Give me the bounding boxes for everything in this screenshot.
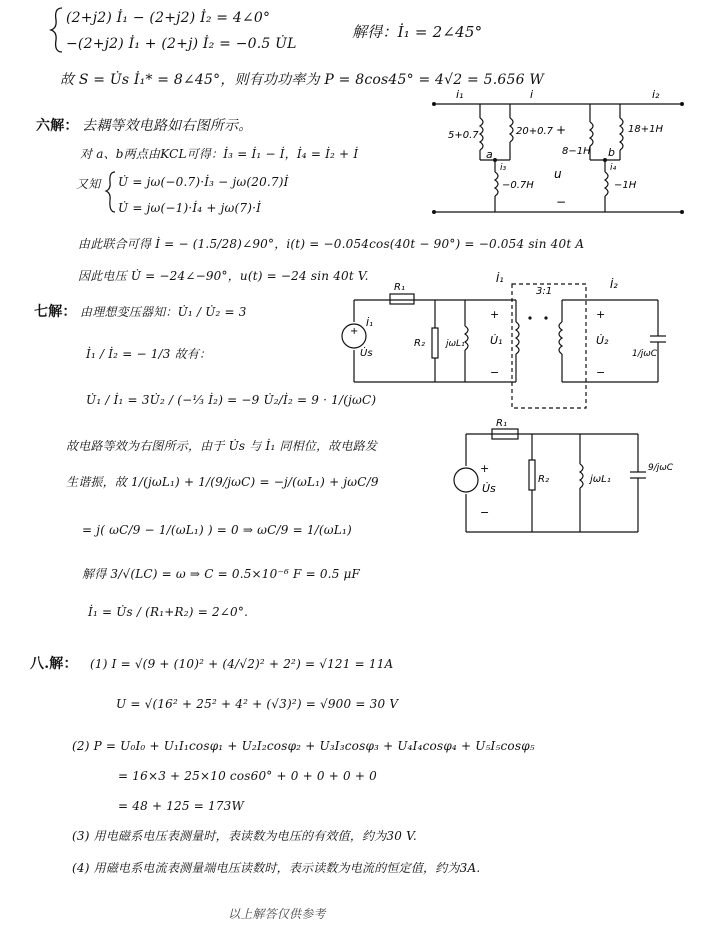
c3-r1-label: R₁ xyxy=(496,418,507,429)
c2-i2-label: İ₂ xyxy=(610,278,618,291)
c2-ratio-label: 3:1 xyxy=(536,286,553,297)
c1-i2-label: i₂ xyxy=(652,88,660,101)
section-6-joint: 由此联合可得 İ = − (1.5/28)∠90°，i(t) = −0.054cos(40t − 90°) = −0.054 sin 40t A xyxy=(78,237,585,251)
section-8-part-3: (3) 用电磁系电压表测量时，表读数为电压的有效值，约为30 V. xyxy=(72,829,417,843)
section-7-ratio: İ₁ / İ₂ = − 1/3 故有： xyxy=(86,347,212,361)
page-footer: 以上解答仅供参考 xyxy=(228,907,326,921)
c2-r2-label: R₂ xyxy=(414,338,425,349)
c3-jwl-label: jωL₁ xyxy=(590,474,611,485)
c3-us-label: U̇s xyxy=(482,482,496,495)
c2-source-plus: + xyxy=(350,326,359,337)
section-7-zero: = j( ωC/9 − 1/(ωL₁) ) = 0 ⇒ ωC/9 = 1/(ωL₁) xyxy=(82,523,352,537)
c2-i1-label: İ₁ xyxy=(366,318,373,329)
c2-u1-label: U̇₁ xyxy=(490,334,503,347)
section-6-kcl: 对 a、b两点由KCL可得：İ₃ = İ₁ − İ，İ₄ = İ₂ + İ xyxy=(80,147,359,161)
equivalent-circuit-diagram xyxy=(452,420,682,540)
section-7-solve: 解得 3/√(LC) = ω ⇒ C = 0.5×10⁻⁶ F = 0.5 μF xyxy=(82,567,361,581)
c1-node-a: a xyxy=(486,148,493,161)
section-6-voltage: 因此电压 U̇ = −24∠−90°，u(t) = −24 sin 40t V. xyxy=(78,269,369,283)
power-line: 故 S = U̇s İ₁* = 8∠45°，则有功功率为 P = 8cos45° = 4√2 = 5.656 W xyxy=(60,72,544,88)
c1-i1-label: i₁ xyxy=(456,88,464,101)
c3-cap-label: 9/jωC xyxy=(648,463,674,473)
c1-l3-label: 18+1H xyxy=(628,124,663,135)
c3-minus: − xyxy=(480,506,490,519)
section-7-equiv-1: 故电路等效为右图所示，由于 U̇s 与 İ₁ 同相位，故电路发 xyxy=(66,439,378,453)
c1-l1-label: 5+0.7 xyxy=(448,130,479,141)
c1-node-b: b xyxy=(608,146,615,159)
section-7-equiv-2: 生谐振，故 1/(jωL₁) + 1/(9/jωC) = −j/(ωL₁) + jωC/9 xyxy=(66,475,379,489)
c2-u2-minus: − xyxy=(596,366,606,379)
section-7-impedance: U̇₁ / İ₁ = 3U̇₂ / (−⅓ İ₂) = −9 U̇₂/İ₂ = 9 · 1/(jωC) xyxy=(86,393,377,407)
c1-u-label: u xyxy=(554,167,562,181)
c2-cap-label: 1/jωC xyxy=(632,349,658,359)
transformer-circuit-diagram xyxy=(340,270,670,420)
c2-r1-label: R₁ xyxy=(394,282,405,293)
section-7-intro: 由理想变压器知：U̇₁ / U̇₂ = 3 xyxy=(80,305,247,319)
c2-u2-label: U̇₂ xyxy=(596,334,609,347)
section-8-part-1b: U = √(16² + 25² + 4² + (√3)²) = √900 = 30 V xyxy=(116,697,399,711)
system-brace xyxy=(48,6,68,54)
section-8-part-1a: (1) I = √(9 + (10)² + (4/√2)² + 2²) = √121 = 11A xyxy=(90,657,394,671)
c1-i-label: i xyxy=(530,88,534,101)
section-8-part-2b: = 16×3 + 25×10 cos60° + 0 + 0 + 0 + 0 xyxy=(118,769,377,783)
c3-plus: + xyxy=(480,462,490,475)
section-7-header: 七解： xyxy=(34,304,77,320)
section-6-intro: 去耦等效电路如右图所示。 xyxy=(82,118,253,134)
c1-l6-label: −1H xyxy=(614,180,637,191)
section-8-part-2a: (2) P = U₀I₀ + U₁I₁cosφ₁ + U₂I₂cosφ₂ + U₃I₃cosφ₃ + U₄I₄cosφ₄ + U₅I₅cosφ₅ xyxy=(72,739,535,753)
decoupled-circuit-diagram xyxy=(430,88,690,218)
section-6-relation-1: U̇ = jω(−0.7)·İ₃ − jω(20.7)İ xyxy=(118,175,289,189)
c1-i4-label: i₄ xyxy=(610,163,617,173)
c1-i3-label: i₃ xyxy=(500,163,507,173)
section-6-relation-label: 又知 xyxy=(76,177,101,191)
section-6-relation-2: U̇ = jω(−1)·İ₄ + jω(7)·İ xyxy=(118,201,262,215)
c2-u2-plus: + xyxy=(596,308,606,321)
eq-line-2: −(2+j2) İ₁ + (2+j) İ₂ = −0.5 U̇L xyxy=(66,36,297,52)
section-7-current: İ₁ = U̇s / (R₁+R₂) = 2∠0°. xyxy=(88,605,249,619)
c2-us-label: U̇s xyxy=(360,348,373,359)
section-8-part-2c: = 48 + 125 = 173W xyxy=(118,799,245,813)
c2-jwl-label: jωL₁ xyxy=(446,339,465,349)
section-6-header: 六解： xyxy=(36,118,79,134)
c2-i1-top-label: İ₁ xyxy=(496,272,504,285)
relation-brace xyxy=(104,170,118,214)
c2-u1-minus: − xyxy=(490,366,500,379)
c1-l5-label: 8−1H xyxy=(562,146,591,157)
c2-u1-plus: + xyxy=(490,308,500,321)
c1-l2-label: 20+0.7 xyxy=(516,126,554,137)
section-8-part-4: (4) 用磁电系电流表测量端电压读数时，表示读数为电流的恒定值，约为3A. xyxy=(72,861,481,875)
eq-line-1: (2+j2) İ₁ − (2+j2) İ₂ = 4∠0° xyxy=(66,10,271,26)
eq-solution: 解得：İ₁ = 2∠45° xyxy=(352,23,483,41)
c3-r2-label: R₂ xyxy=(538,474,549,485)
section-8-header: 八.解： xyxy=(30,656,78,672)
c1-l4-label: −0.7H xyxy=(502,180,534,191)
c1-minus: − xyxy=(556,195,567,209)
c1-plus: + xyxy=(556,123,567,137)
